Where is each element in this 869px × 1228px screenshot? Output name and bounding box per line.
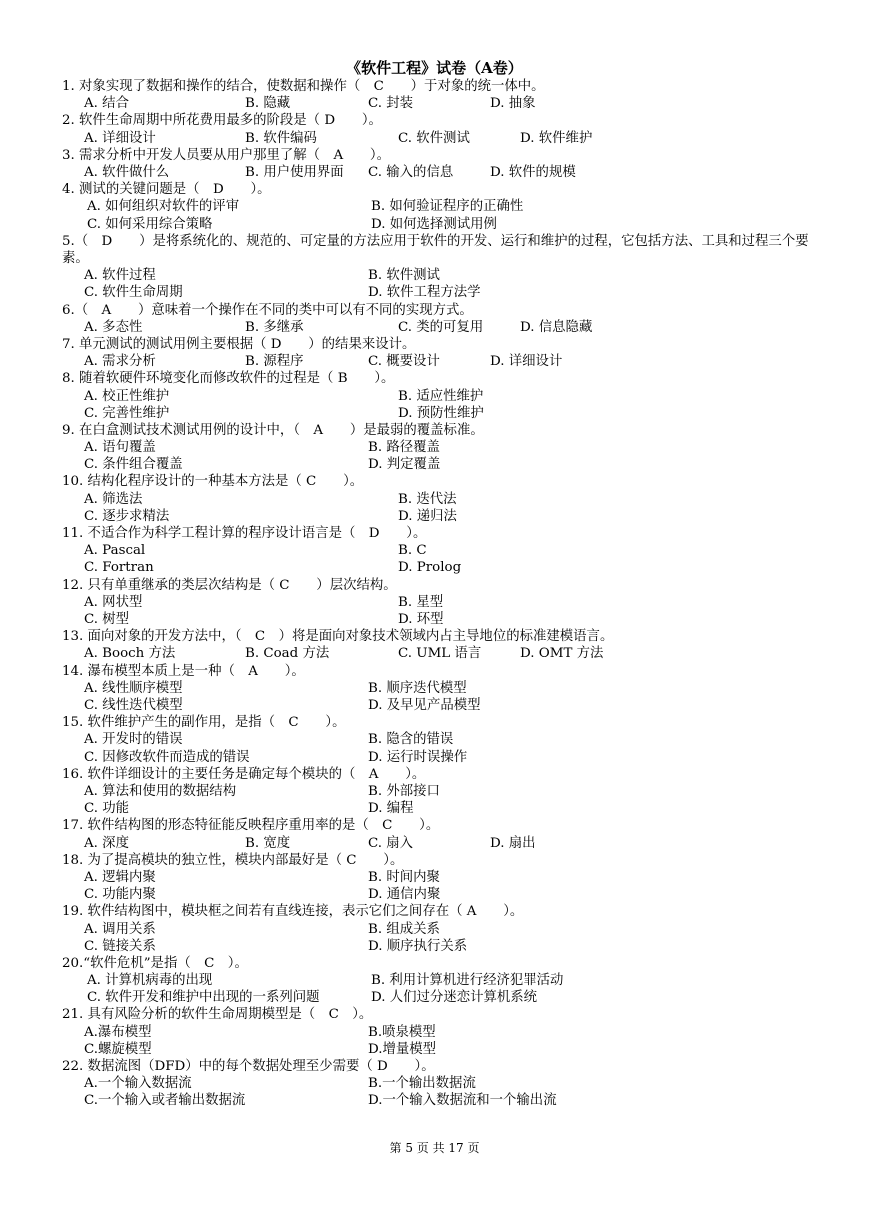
question-stem: 3. 需求分析中开发人员要从用户那里了解（ A ）。 xyxy=(62,147,390,163)
option-d: D. 抽象 xyxy=(490,96,536,112)
option-row xyxy=(62,405,822,422)
option-b: B. 时间内聚 xyxy=(368,869,440,885)
option-row xyxy=(62,353,822,370)
option-d: D. 如何选择测试用例 xyxy=(371,216,497,232)
question-stem: 16. 软件详细设计的主要任务是确定每个模块的（ A ）。 xyxy=(62,766,426,782)
option-d: D. 软件的规模 xyxy=(490,164,576,180)
option-row xyxy=(62,164,822,181)
option-c: C. 条件组合覆盖 xyxy=(84,457,183,473)
option-c: C. 树型 xyxy=(84,612,130,628)
option-a: A. 语句覆盖 xyxy=(84,440,156,456)
option-row xyxy=(62,491,822,508)
option-a: A. 结合 xyxy=(84,96,129,112)
option-row xyxy=(62,989,822,1006)
option-d: D. 顺序执行关系 xyxy=(368,938,468,954)
option-d: D. 递归法 xyxy=(398,508,457,524)
option-d: D. 判定覆盖 xyxy=(368,457,441,473)
page-footer: 第 5 页 共 17 页 xyxy=(389,1141,480,1155)
option-d: D. 人们过分迷恋计算机系统 xyxy=(371,990,538,1006)
option-row xyxy=(62,645,822,662)
option-b: B. 组成关系 xyxy=(368,921,440,937)
question-stem: 4. 测试的关键问题是（ D ）。 xyxy=(62,182,271,198)
option-c: C. 如何采用综合策略 xyxy=(87,216,213,232)
option-a: A. 软件做什么 xyxy=(84,164,170,180)
option-row xyxy=(62,783,822,800)
option-a: A. Booch 方法 xyxy=(84,646,176,662)
question-stem: 1. 对象实现了数据和操作的结合，使数据和操作（ C ）于对象的统一体中。 xyxy=(62,79,545,94)
question-stem: 19. 软件结构图中，模块框之间若有直线连接，表示它们之间存在（ A ）。 xyxy=(62,904,524,920)
option-d: D. 信息隐藏 xyxy=(520,319,593,335)
option-row xyxy=(62,1024,822,1041)
option-c: C.螺旋模型 xyxy=(84,1041,152,1057)
option-a: A. 如何组织对软件的评审 xyxy=(87,199,240,215)
option-a: A. Pascal xyxy=(84,543,146,559)
option-b: B. 利用计算机进行经济犯罪活动 xyxy=(371,973,564,989)
question-stem: 2. 软件生命周期中所花费用最多的阶段是（ D ）。 xyxy=(62,113,382,129)
option-b: B. 适应性维护 xyxy=(398,388,484,404)
question-stem: 11. 不适合作为科学工程计算的程序设计语言是（ D ）。 xyxy=(62,526,427,542)
option-row xyxy=(62,284,822,301)
option-c: C. 类的可复用 xyxy=(398,319,484,335)
option-b: B. 顺序迭代模型 xyxy=(368,680,467,696)
option-row xyxy=(62,680,822,697)
question-stem: 22. 数据流图（DFD）中的每个数据处理至少需要（ D ）。 xyxy=(62,1059,435,1075)
option-row xyxy=(62,198,822,215)
question-stem: 10. 结构化程序设计的一种基本方法是（ C ）。 xyxy=(62,474,364,490)
question-stem: 15. 软件维护产生的副作用，是指（ C ）。 xyxy=(62,715,346,731)
option-a: A. 计算机病毒的出现 xyxy=(87,973,213,989)
option-c: C. 因修改软件而造成的错误 xyxy=(84,749,250,765)
option-b: B. 用户使用界面 xyxy=(245,164,344,180)
option-c: C. 功能 xyxy=(84,801,130,817)
question-stem: 21. 具有风险分析的软件生命周期模型是（ C ）。 xyxy=(62,1007,373,1023)
question-stem: 7. 单元测试的测试用例主要根据（ D ）的结果来设计。 xyxy=(62,336,416,352)
option-a: A. 调用关系 xyxy=(84,921,156,937)
option-d: D. 软件工程方法学 xyxy=(368,285,481,301)
option-row xyxy=(62,731,822,748)
option-b: B. 软件测试 xyxy=(368,268,440,284)
option-a: A. 校正性维护 xyxy=(84,388,170,404)
option-a: A. 软件过程 xyxy=(84,268,156,284)
option-d: D. 及早见产品模型 xyxy=(368,697,481,713)
option-b: B. 隐含的错误 xyxy=(368,732,454,748)
question-stem: 9. 在白盒测试技术测试用例的设计中，（ A ）是最弱的覆盖标准。 xyxy=(62,422,484,438)
option-a: A.一个输入数据流 xyxy=(84,1076,192,1092)
option-d: D.一个输入数据流和一个输出流 xyxy=(368,1093,557,1109)
option-b: B. 路径覆盖 xyxy=(368,440,440,456)
option-d: D. OMT 方法 xyxy=(520,646,604,662)
option-row xyxy=(62,1092,822,1109)
option-c: C. 输入的信息 xyxy=(368,164,454,180)
option-d: D. 详细设计 xyxy=(490,354,563,370)
question-list xyxy=(62,78,822,1110)
option-row xyxy=(62,886,822,903)
option-a: A. 需求分析 xyxy=(84,354,156,370)
option-row xyxy=(62,542,822,559)
option-c: C. 线性迭代模型 xyxy=(84,697,183,713)
option-d: D. 扇出 xyxy=(490,835,536,851)
page-title: 《软件工程》试卷（A卷） xyxy=(346,59,523,77)
option-d: D. 运行时误操作 xyxy=(368,749,468,765)
option-row xyxy=(62,559,822,576)
option-b: B. 隐藏 xyxy=(245,96,291,112)
option-a: A. 详细设计 xyxy=(84,130,156,146)
option-b: B. 宽度 xyxy=(245,835,291,851)
option-row xyxy=(62,319,822,336)
option-row xyxy=(62,130,822,147)
option-b: B. 多继承 xyxy=(245,319,304,335)
question-stem: 17. 软件结构图的形态特征能反映程序重用率的是（ C ）。 xyxy=(62,818,440,834)
option-c: C. 逐步求精法 xyxy=(84,508,170,524)
option-d: D. 通信内聚 xyxy=(368,887,441,903)
option-b: B.一个输出数据流 xyxy=(368,1076,476,1092)
question-stem: 12. 只有单重继承的类层次结构是（ C ）层次结构。 xyxy=(62,577,397,593)
option-b: B.喷泉模型 xyxy=(368,1024,436,1040)
option-d: D. 预防性维护 xyxy=(398,405,484,421)
option-row xyxy=(62,456,822,473)
option-c: C. Fortran xyxy=(84,560,154,576)
option-row xyxy=(62,508,822,525)
option-a: A. 算法和使用的数据结构 xyxy=(84,783,237,799)
option-b: B. 软件编码 xyxy=(245,130,317,146)
option-b: B. Coad 方法 xyxy=(245,646,330,662)
option-b: B. 如何验证程序的正确性 xyxy=(371,199,524,215)
option-b: B. C xyxy=(398,543,427,559)
option-c: C. 概要设计 xyxy=(368,354,440,370)
option-d: D. Prolog xyxy=(398,560,462,576)
option-c: C. 软件测试 xyxy=(398,130,470,146)
option-c: C. UML 语言 xyxy=(398,646,482,662)
option-d: D. 编程 xyxy=(368,801,414,817)
option-a: A. 筛选法 xyxy=(84,491,143,507)
option-row xyxy=(62,594,822,611)
option-a: A. 开发时的错误 xyxy=(84,732,183,748)
option-d: D.增量模型 xyxy=(368,1041,437,1057)
option-row xyxy=(62,267,822,284)
question-stem: 20.“软件危机”是指（ C ）。 xyxy=(62,955,248,971)
option-c: C.一个输入或者输出数据流 xyxy=(84,1093,246,1109)
option-row xyxy=(62,800,822,817)
option-c: C. 功能内聚 xyxy=(84,887,156,903)
option-c: C. 软件生命周期 xyxy=(84,285,183,301)
question-stem: 14. 瀑布模型本质上是一种（ A ）。 xyxy=(62,663,305,679)
option-c: C. 封装 xyxy=(368,96,414,112)
option-a: A. 线性顺序模型 xyxy=(84,680,183,696)
option-row xyxy=(62,216,822,233)
option-d: D. 软件维护 xyxy=(520,130,593,146)
question-stem: 6.（ A ）意味着一个操作在不同的类中可以有不同的实现方式。 xyxy=(62,302,473,318)
option-a: A. 网状型 xyxy=(84,594,143,610)
option-row xyxy=(62,1075,822,1092)
question-stem: 13. 面向对象的开发方法中，（ C ）将是面向对象技术领域内占主导地位的标准建模语言。 xyxy=(62,629,614,645)
option-row xyxy=(62,611,822,628)
option-d: D. 环型 xyxy=(398,612,444,628)
option-b: B. 迭代法 xyxy=(398,491,457,507)
option-a: A. 深度 xyxy=(84,835,129,851)
option-row xyxy=(62,938,822,955)
option-row xyxy=(62,972,822,989)
option-c: C. 链接关系 xyxy=(84,938,156,954)
option-b: B. 源程序 xyxy=(245,354,304,370)
option-row xyxy=(62,697,822,714)
question-stem: 18. 为了提高模块的独立性，模块内部最好是（ C ）。 xyxy=(62,852,404,868)
option-b: B. 星型 xyxy=(398,594,444,610)
option-row xyxy=(62,835,822,852)
option-row xyxy=(62,1041,822,1058)
option-c: C. 完善性维护 xyxy=(84,405,170,421)
question-stem: 8. 随着软硬件环境变化而修改软件的过程是（ B ）。 xyxy=(62,371,395,387)
option-a: A. 多态性 xyxy=(84,319,143,335)
option-row xyxy=(62,439,822,456)
option-a: A. 逻辑内聚 xyxy=(84,869,156,885)
question-stem: 5.（ D ）是将系统化的、规范的、可定量的方法应用于软件的开发、运行和维护的过程，它包括方法、工具和过程三个要素。 xyxy=(62,233,809,266)
option-c: C. 扇入 xyxy=(368,835,414,851)
option-row xyxy=(62,749,822,766)
option-row xyxy=(62,921,822,938)
option-row xyxy=(62,388,822,405)
option-row xyxy=(62,869,822,886)
option-a: A.瀑布模型 xyxy=(84,1024,152,1040)
option-row xyxy=(62,95,822,112)
option-b: B. 外部接口 xyxy=(368,783,440,799)
option-c: C. 软件开发和维护中出现的一系列问题 xyxy=(87,990,320,1006)
